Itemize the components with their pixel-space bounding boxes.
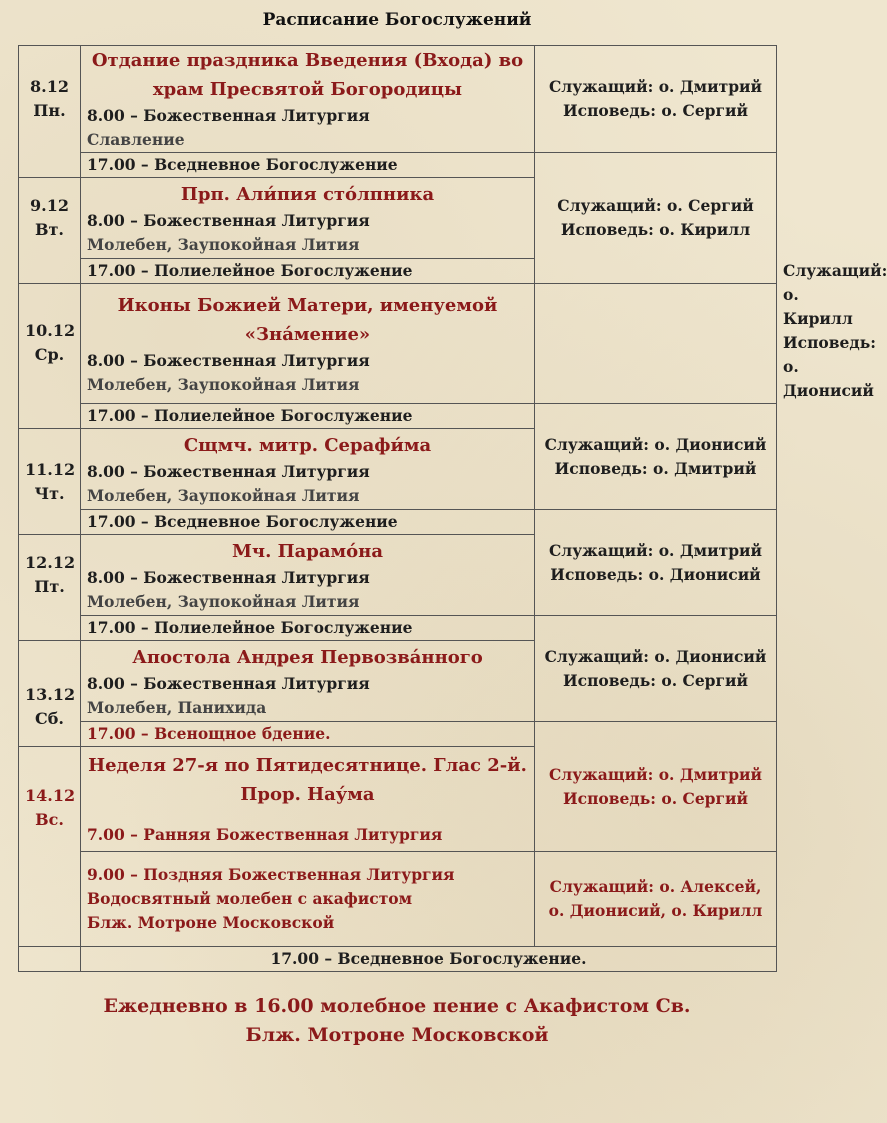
date-cell: [19, 46, 81, 178]
clergy-cell: [535, 404, 777, 510]
footer-line-2: Блж. Мотроне Московской: [245, 1024, 549, 1046]
clergy-confession: Исповедь: о. Сергий: [562, 101, 749, 120]
after-service: Молебен, Заупокойная Лития: [87, 485, 360, 505]
late-after-1: Водосвятный молебен с акафистом: [87, 889, 413, 908]
early-liturgy: 7.00 – Ранняя Божественная Литургия: [87, 825, 443, 844]
final-evening-service: 17.00 – Вседневное Богослужение.: [81, 947, 777, 972]
feast-title: Отдание праздника Введения (Входа) во храм Пресвятой Богородицы: [91, 50, 524, 100]
evening-row: [19, 510, 777, 535]
footer-note: [0, 992, 794, 1050]
service-cell: [81, 284, 535, 404]
date: 10.12: [25, 321, 76, 340]
clergy-confession: Исповедь: о. Сергий: [562, 788, 749, 808]
evening-service: 17.00 – Полиелейное Богослужение: [81, 259, 535, 284]
liturgy-time: 8.00 – Божественная Литургия: [87, 567, 370, 587]
date-cell: [19, 535, 81, 641]
clergy-cell: [535, 46, 777, 153]
evening-row: [19, 404, 777, 429]
evening-service: 17.00 – Полиелейное Богослужение: [81, 404, 535, 429]
evening-service: 17.00 – Полиелейное Богослужение: [81, 616, 535, 641]
feast-title: Мч. Парамо́на: [231, 540, 384, 562]
after-service: Молебен, Заупокойная Лития: [87, 374, 360, 394]
evening-service: 17.00 – Всенощное бдение.: [81, 722, 535, 747]
weekday: Сб.: [35, 708, 64, 728]
weekday: Ср.: [34, 345, 65, 364]
clergy-serving: Служащий: о. Сергий: [557, 196, 754, 215]
evening-service: 17.00 – Вседневное Богослужение: [81, 153, 535, 178]
weekday: Пн.: [33, 100, 66, 120]
late-liturgy-row: [19, 852, 777, 947]
liturgy-time: 8.00 – Божественная Литургия: [87, 106, 370, 125]
clergy-confession: Исповедь: о. Дмитрий: [554, 458, 757, 478]
weekday: Пт.: [34, 576, 65, 596]
date: 12.12: [25, 552, 76, 572]
page-title: Расписание Богослужений: [262, 10, 532, 30]
feast-title: Иконы Божией Матери, именуемой «Зна́мение»: [117, 294, 498, 345]
after-service: Молебен, Заупокойная Лития: [87, 234, 360, 254]
liturgy-time: 8.00 – Божественная Литургия: [87, 210, 370, 230]
clergy-serving: Служащий: о. Дмитрий: [548, 540, 763, 560]
evening-row: [19, 616, 777, 641]
feast-title: Сщмч. митр. Серафи́ма: [183, 434, 432, 456]
clergy-serving: Служащий: о. Дионисий: [544, 434, 767, 454]
weekday: Вт.: [34, 219, 64, 239]
date-cell: [19, 284, 81, 429]
clergy-serving: Служащий: о. Дмитрий: [548, 77, 763, 96]
liturgy-time: 8.00 – Божественная Литургия: [87, 461, 370, 481]
liturgy-time: 8.00 – Божественная Литургия: [87, 350, 370, 370]
clergy-serving-2: о. Дионисий, о. Кирилл: [548, 901, 763, 920]
service-cell: [81, 178, 535, 259]
empty-cell: [19, 947, 81, 972]
date: 8.12: [30, 76, 69, 96]
date: 9.12: [30, 195, 69, 215]
clergy-serving: Служащий: о. Алексей,: [549, 877, 762, 896]
day-row-10-12: [19, 284, 777, 404]
liturgy-time: 8.00 – Божественная Литургия: [87, 673, 370, 693]
service-cell: [81, 747, 535, 852]
weekday: Вс.: [35, 809, 64, 829]
clergy-cell: [535, 852, 777, 947]
weekday: Чт.: [34, 483, 65, 503]
clergy-confession: Исповедь: о. Сергий: [562, 670, 749, 690]
date: 13.12: [25, 684, 76, 704]
service-cell: [81, 852, 535, 947]
evening-row: [19, 153, 777, 178]
service-cell: [81, 535, 535, 616]
clergy-serving: Служащий: о. Дионисий: [544, 646, 767, 666]
clergy-cell: [535, 510, 777, 616]
final-evening-row: [19, 947, 777, 972]
after-service: Славление: [87, 130, 185, 149]
date-cell: [19, 641, 81, 747]
date: 11.12: [25, 459, 76, 479]
clergy-cell: [535, 722, 777, 852]
clergy-confession: Исповедь: о. Дионисий: [550, 564, 761, 584]
date-cell: [19, 429, 81, 535]
feast-title: Прп. Али́пия сто́лпника: [180, 183, 435, 205]
footer-line-1: Ежедневно в 16.00 молебное пение с Акафистом Св.: [103, 995, 691, 1017]
feast-title: Апостола Андрея Первозва́нного: [132, 646, 483, 668]
evening-service: 17.00 – Вседневное Богослужение: [81, 510, 535, 535]
schedule-table: [18, 45, 887, 972]
clergy-serving: Служащий: о. Дмитрий: [548, 764, 763, 784]
clergy-cell: [535, 153, 777, 284]
service-cell: [81, 429, 535, 510]
evening-row: 17.00 – Полиелейное Богослужение Служащий: о. Кирилл Исповедь: о. Дионисий: [19, 259, 777, 284]
date-cell: [19, 747, 81, 947]
clergy-cell: [535, 616, 777, 722]
evening-row: [19, 722, 777, 747]
feast-title: Неделя 27-я по Пятидесятнице. Глас 2-й. Прор. Нау́ма: [88, 755, 527, 805]
day-row-8-12: [19, 46, 777, 153]
after-service: Молебен, Заупокойная Лития: [87, 591, 360, 611]
date: 14.12: [25, 785, 76, 805]
after-service: Молебен, Панихида: [87, 697, 267, 717]
service-cell: [81, 641, 535, 722]
late-liturgy: 9.00 – Поздняя Божественная Литургия: [87, 865, 455, 884]
service-cell: [81, 46, 535, 153]
clergy-confession: Исповедь: о. Кирилл: [560, 220, 751, 239]
date-cell: [19, 178, 81, 284]
late-after-2: Блж. Мотроне Московской: [87, 913, 335, 932]
